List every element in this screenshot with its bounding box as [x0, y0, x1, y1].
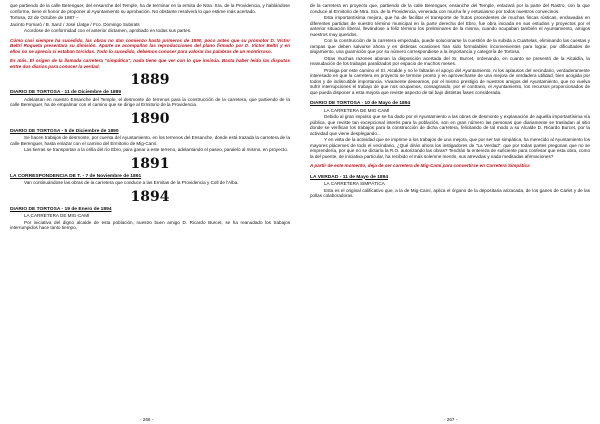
source-heading-1894: DIARIO DE TORTOSA - 19 de Enero de 1894	[10, 206, 112, 212]
paragraph-4: Otras muchas razones abonan la disposición acertada del Sr. Burcet, ordenando, en cuanto se presentó de la Alcaldía, la reanudación de los trabajos paralizados por espacio de muchos meses.	[310, 55, 590, 66]
text-1889: Adelantan en nuestro Ensanche del Temple, el desmonte de terrenos para la construcción de la carretera, que partiendo de la calle Berenguer, ha de empalmar con el camino que se dirige al Ermitorio de la Providencia.	[10, 96, 290, 107]
source-heading-1891: LA CORRESPONDENCIA DE T. - 7 de Noviembre de 1891	[10, 173, 142, 179]
source-heading-may10: DIARIO DE TORTOSA - 10 de Mayo de 1894	[310, 101, 411, 106]
paragraph-3: Con la construcción de la carretera empezada, puede solucionarse la cuestión de la subida a Cuartelas, eliminando las cuestas y rampas que deben salvarse ahora y en distintas ocasiones han sido formidables inconvenientes para lograr, por dificultades de alojamiento, una guarnición que por su número correspondiese a la importancia y categoría de Tortosa.	[310, 38, 590, 54]
paragraph-5: Prosiga por este camino el Sr. Alcalde y no le faltarán el apoyo del Ayuntamiento, ni los aplausos del vecindario, verdaderamente interesado en que la carretera en proyecto se termine pronto y en aprovecharse de una mejora de verdadera utilidad, bien acogida por todos y de indiscutible importancia. Vivamente deseamos, por el mismo prestigio de nuestros amigos del Ayuntamiento, que no vuelva sufrir interrupciones el trabajo de que nos ocupamos, consagrando, por el contrario, el Ayuntamiento, los recursos proporcionados de que pueda disponer a esta mejora que reviste aspecto de tal bajo distintas fases considerada.	[310, 67, 590, 95]
red-commentary-2: Es más. El origen de la llamada carretera "simpática", nada tiene que ver con lo que insinúa. Basta haber leído las disputas entre dos diarios para conocer la verdad.	[10, 58, 290, 69]
paragraph-1: de la carretera en proyecto que, partiendo de la calle Berenguer, ensanche del Temple, enlazará por la parte del Rastro, con la que conduce al Ermitorio de Ntra. Sra. de la Providencia, venerada con mucha fe y entusiasmo por todos nuestros convecinos.	[310, 3, 590, 14]
year-heading-1894: 1894	[130, 188, 170, 205]
source-heading-may11: LA VERDAD - 11 de Mayo de 1894	[310, 174, 389, 180]
quote-2: Y en vista de la actividad que se imprime a los trabajos de una mejora, que por ser tan simpática, ha merecido al Ayuntamiento los mayores plácemes de todo el vecindario, ¿Qué dirán ahora los instigadores de "La Verdad", que por todas partes pregonan que no se emprendería, por que no se dictaría la R.O. autorizando las obras? Tendrán la entereza de suficiente para confesar que esta obra, como la del puente, de iniciativa particular, ha recibido el más solemne mentís, sus atrevidas y nada meditadas afirmaciones?	[310, 137, 590, 159]
year-heading-1890: 1890	[130, 110, 170, 127]
page-number-right: - 267 -	[444, 417, 458, 422]
text-1894: Por iniciativa del digno alcalde de esta población, nuestro buen amigo D. Ricardo Burcet, se ha reanudado los trabajos interrumpidos hace tanto tiempo,	[10, 219, 290, 230]
right-page	[304, 0, 600, 424]
source-heading-1890: DIARIO DE TORTOSA - 5 de Diciembre de 1890	[10, 128, 119, 134]
paragraph-2: Esta importantísima mejora, que ha de facilitar el transporte de frutos procedentes de muchas fincas rústicas, enclavadas en diferentes partidas de nuestro término municipal en la parte derecha del Ebro, fue obra iniciada en sus estudios y proyectos por el anterior situación liberal, llevándose a feliz término los preliminares de la misma, cuando ocupaban también el Ayuntamiento, amigos nuestros muy queridos.	[310, 15, 590, 37]
text-1891: Van continuándose las obras de la carretera que conduce a las Ermitas de la Providencia y Coll de l'Alba.	[24, 180, 239, 185]
source-heading-1889: DIARIO DE TORTOSA - 11 de Diciembre de 1889	[10, 90, 122, 95]
left-page	[0, 0, 296, 424]
page-number-left: - 266 -	[140, 417, 154, 422]
date-line: Tortosa, 22 de Octubre de 1887 –	[10, 15, 79, 20]
year-heading-1891: 1891	[130, 155, 170, 172]
text-1890-b: Las tierras se transportan a la orilla del río Ebro, para ganar a este terreno, adelantando el paseo, paralelo al mismo, en proyecto.	[24, 147, 289, 152]
article-title-may11: LA CARRETERA SIMPÁTICA	[324, 181, 385, 186]
article-title: LA CARRETERA DE MIG-CAMÍ	[24, 213, 90, 218]
right-column	[310, 3, 590, 200]
article-title-may10: LA CARRETERA DE MIG-CAMÍ	[324, 107, 390, 113]
signatories: Jacinto Fornaró / B. Sanz / José Llatge / Fco. Domingo Subirats	[10, 21, 140, 27]
left-column	[10, 3, 290, 232]
year-heading-1889: 1889	[130, 72, 170, 88]
quote-3: Esta es el original calificativo que, a la de Mig-Camí, aplica el órgano de la depositaria arizacada, de los ganes de Carlet y de las pollas colaboradoras.	[310, 187, 590, 198]
red-commentary-right: A partir de este momento, deja de ser carretera de Mig-Camí para convertirse en Carretera Simpática	[310, 163, 530, 168]
text-1890-a: Se hacen trabajos de desmonte, por cuenta del Ayuntamiento, en los terrenos del Ensanche, donde está trazada la carretera de la calle Berenguer, hasta enlazar con el camino del Ermitorio de Mig-Camí.	[10, 135, 290, 146]
intro-paragraph: que partiendo de la calle Berenguer, del ensanche del Temple, ha de terminar en la ermita de Ntra. Sra. de la Providencia, y hablándose conforme, tiene el honor de proponer al Ayuntamiento su aprobación. No obstante resolverá lo que estime más acertado.	[10, 3, 290, 14]
red-commentary-1: Cómo casi siempre ha sucedido, las obras no dan comienzo hasta primeros de 1890, poco antes que su promotor D. Víctor Beltrí Roqueta presentara su dimisión. Aparte se acompañan las reproducciones del plano firmado por D. Víctor Beltrí y en ellos no se aprecia si estaban torcidas. Todo lo sucedido, debemos conocer para valorar las palabras de un montirroso.	[10, 37, 290, 54]
quote-1: Debido al gran impulso que se ha dado por el Ayuntamiento a las obras de desmonte y explanación de aquella importantísima vía pública, que reviste tan excepcional interés para la población, son en gran número las personas que diariamente se trasladan al sitio donde se verifican los trabajos para la construcción de dicha carretera, felicitando de tal modo a su Alcalde D. Ricardo Burcet, por la actividad que viene desplegando...	[310, 114, 590, 136]
resolution: Acordose de conformidad con el anterior dictamen, aprobado en todas sus partes.	[24, 28, 192, 33]
